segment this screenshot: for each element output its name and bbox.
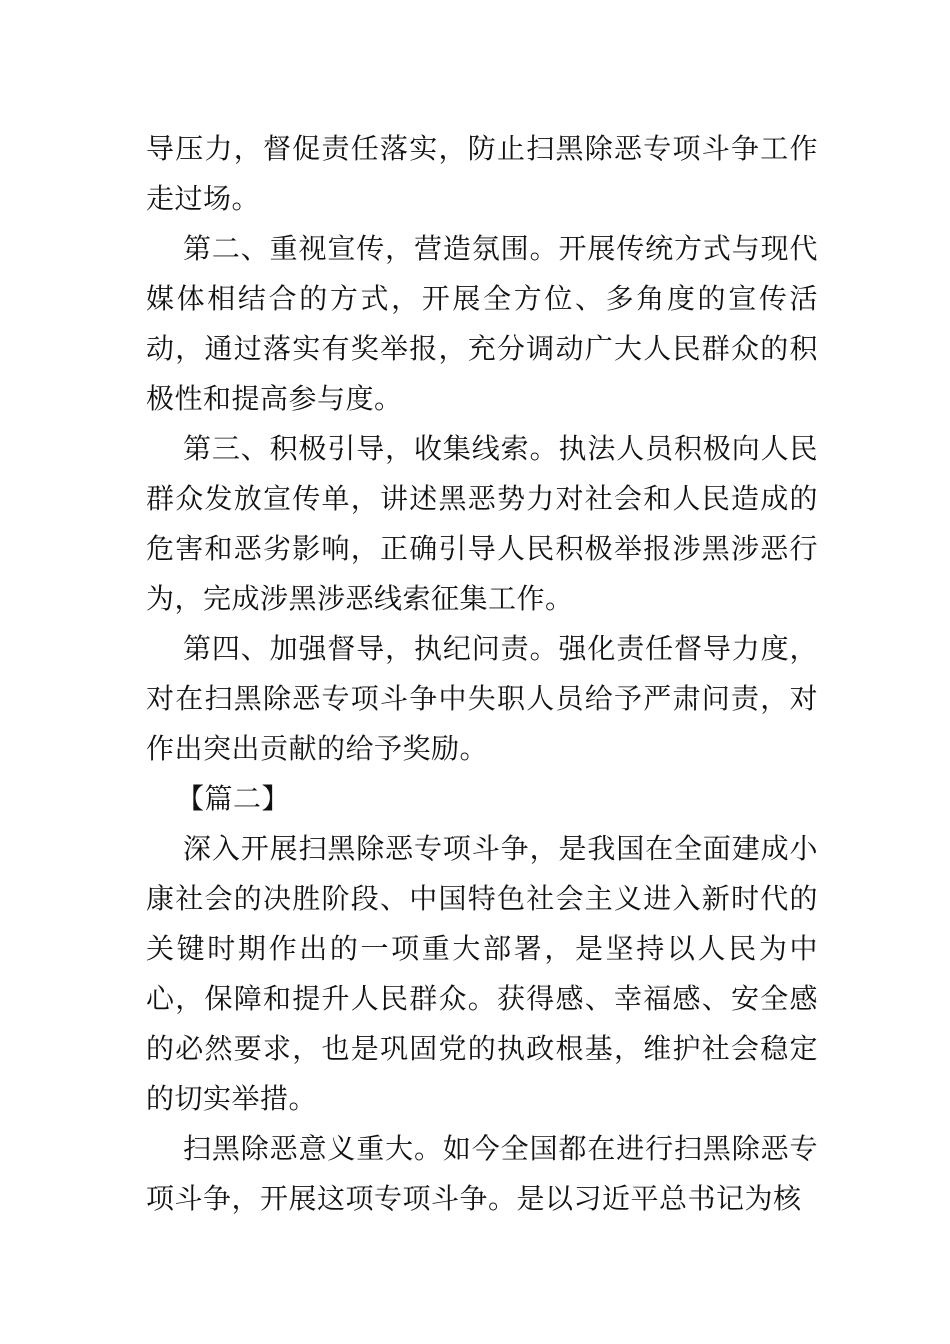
document-body xyxy=(146,124,818,1224)
paragraph-continuation: 导压力，督促责任落实，防止扫黑除恶专项斗争工作走过场。 xyxy=(146,132,818,215)
section-heading: 【篇二】 xyxy=(176,782,291,815)
paragraph-second-point: 第二、重视宣传，营造氛围。开展传统方式与现代媒体相结合的方式，开展全方位、多角度的宣传活动，通过落实有奖举报，充分调动广大人民群众的积极性和提高参与度。 xyxy=(146,232,818,415)
paragraph-third-point: 第三、积极引导，收集线索。执法人员积极向人民群众发放宣传单，讲述黑恶势力对社会和人民造成的危害和恶劣影响，正确引导人民积极举报涉黑涉恶行为，完成涉黑涉恶线索征集工作。 xyxy=(146,432,818,615)
paragraph-section-intro: 深入开展扫黑除恶专项斗争，是我国在全面建成小康社会的决胜阶段、中国特色社会主义进入新时代的关键时期作出的一项重大部署，是坚持以人民为中心，保障和提升人民群众。获得感、幸福感、安全感的必然要求，也是巩固党的执政根基，维护社会稳定的切实举措。 xyxy=(146,832,818,1115)
paragraph-fourth-point: 第四、加强督导，执纪问责。强化责任督导力度，对在扫黑除恶专项斗争中失职人员给予严肃问责，对作出突出贡献的给予奖励。 xyxy=(146,632,818,765)
paragraph-significance: 扫黑除恶意义重大。如今全国都在进行扫黑除恶专项斗争，开展这项专项斗争。是以习近平总书记为核 xyxy=(146,1132,818,1215)
